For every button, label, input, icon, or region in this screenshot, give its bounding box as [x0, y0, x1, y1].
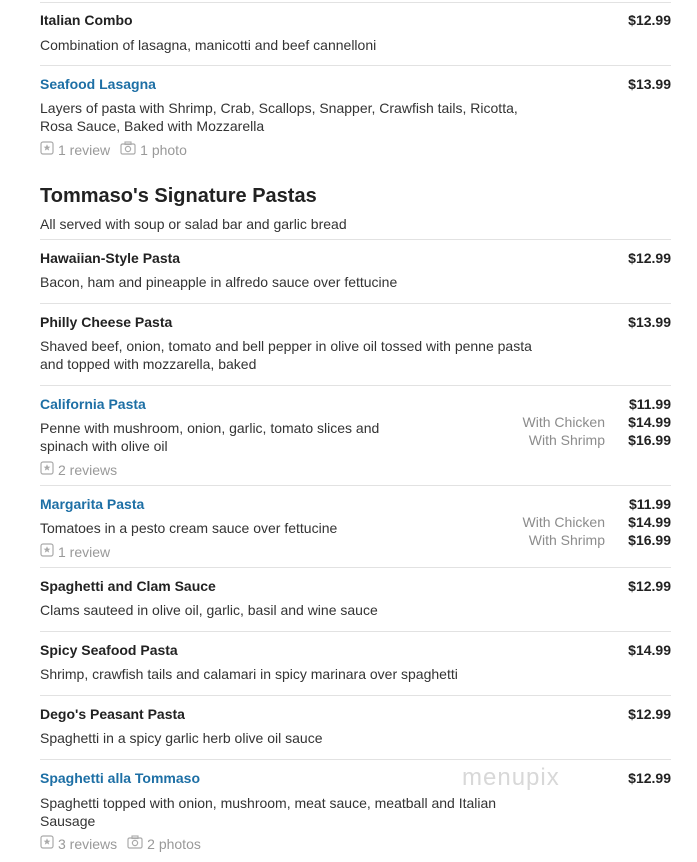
item-description: Penne with mushroom, onion, garlic, tomato slices and spinach with olive oil — [40, 420, 380, 454]
menu-item-spaghetti-alla-tommaso — [40, 770, 671, 858]
star-badge-icon — [40, 835, 54, 852]
item-description: Shrimp, crawfish tails and calamari in spicy marinara over spaghetti — [40, 666, 458, 682]
menu-item-philly-cheese-pasta — [40, 314, 671, 378]
item-description: Layers of pasta with Shrimp, Crab, Scallops, Snapper, Crawfish tails, Ricotta, Rosa Sauce, Baked with Mozzarella — [40, 100, 518, 134]
item-name: Dego's Peasant Pasta — [40, 706, 185, 722]
divider — [40, 485, 671, 486]
item-price: $13.99 — [628, 76, 671, 92]
item-meta — [40, 835, 201, 852]
option-label: With Shrimp — [528, 432, 605, 448]
item-price: $12.99 — [628, 706, 671, 722]
item-name-link[interactable]: Seafood Lasagna — [40, 76, 156, 92]
item-price: $11.99 — [628, 496, 671, 512]
item-price: $11.99 — [628, 396, 671, 412]
divider — [40, 385, 671, 386]
option-price: $14.99 — [628, 414, 671, 430]
option-price: $16.99 — [628, 532, 671, 548]
review-count-link[interactable]: 1 review — [58, 543, 111, 560]
item-description: Combination of lasagna, manicotti and beef cannelloni — [40, 37, 377, 53]
option-label: With Chicken — [522, 414, 605, 430]
menu-item-hawaiian-style-pasta — [40, 250, 671, 296]
item-price: $12.99 — [628, 250, 671, 266]
item-description: Bacon, ham and pineapple in alfredo sauce over fettucine — [40, 274, 398, 290]
menu-item-margarita-pasta — [40, 496, 671, 562]
item-price: $12.99 — [628, 578, 671, 594]
star-badge-icon — [40, 141, 54, 158]
item-meta — [40, 461, 117, 478]
item-name-link[interactable]: Margarita Pasta — [40, 496, 145, 512]
option-label: With Shrimp — [528, 532, 605, 548]
divider — [40, 239, 671, 240]
section-subtitle: All served with soup or salad bar and garlic bread — [40, 216, 347, 232]
menu-item-italian-combo — [40, 12, 671, 62]
review-count-link[interactable]: 1 review — [58, 141, 111, 158]
item-description: Tomatoes in a pesto cream sauce over fettucine — [40, 520, 338, 536]
item-meta — [40, 543, 110, 560]
menu-item-california-pasta — [40, 396, 671, 480]
divider — [40, 567, 671, 568]
item-description: Spaghetti in a spicy garlic herb olive oil sauce — [40, 730, 323, 746]
item-price: $12.99 — [628, 12, 671, 28]
item-price: $12.99 — [628, 770, 671, 786]
divider — [40, 631, 671, 632]
divider — [40, 65, 671, 66]
option-price: $16.99 — [628, 432, 671, 448]
review-count-link[interactable]: 3 reviews — [58, 835, 118, 852]
item-name: Hawaiian-Style Pasta — [40, 250, 181, 266]
item-name: Italian Combo — [40, 12, 133, 28]
item-name-link[interactable]: California Pasta — [40, 396, 146, 412]
camera-icon — [120, 141, 136, 158]
divider — [40, 303, 671, 304]
divider — [40, 2, 671, 3]
divider — [40, 759, 671, 760]
item-name: Spicy Seafood Pasta — [40, 642, 178, 658]
star-badge-icon — [40, 461, 54, 478]
star-badge-icon — [40, 543, 54, 560]
item-description: Spaghetti topped with onion, mushroom, meat sauce, meatball and Italian Sausage — [40, 795, 497, 829]
section-title: Tommaso's Signature Pastas — [40, 185, 317, 207]
menu-item-degos-peasant-pasta — [40, 706, 671, 752]
item-price: $14.99 — [628, 642, 671, 658]
item-description: Shaved beef, onion, tomato and bell pepper in olive oil tossed with penne pasta and topped with mozzarella, baked — [40, 338, 532, 372]
camera-icon — [127, 835, 143, 852]
review-count-link[interactable]: 2 reviews — [58, 461, 118, 478]
photo-count-link[interactable]: 2 photos — [147, 835, 201, 852]
menu-item-spaghetti-and-clam-sauce — [40, 578, 671, 624]
photo-count-link[interactable]: 1 photo — [140, 141, 187, 158]
item-price: $13.99 — [628, 314, 671, 330]
option-label: With Chicken — [522, 514, 605, 530]
option-price: $14.99 — [628, 514, 671, 530]
item-name: Philly Cheese Pasta — [40, 314, 173, 330]
item-meta — [40, 141, 187, 158]
menu-item-spicy-seafood-pasta — [40, 642, 671, 688]
item-description: Clams sauteed in olive oil, garlic, basil and wine sauce — [40, 602, 378, 618]
watermark-logo: menupix — [462, 764, 560, 791]
divider — [40, 695, 671, 696]
menu-item-seafood-lasagna — [40, 76, 671, 162]
item-name: Spaghetti and Clam Sauce — [40, 578, 216, 594]
item-name-link[interactable]: Spaghetti alla Tommaso — [40, 770, 200, 786]
